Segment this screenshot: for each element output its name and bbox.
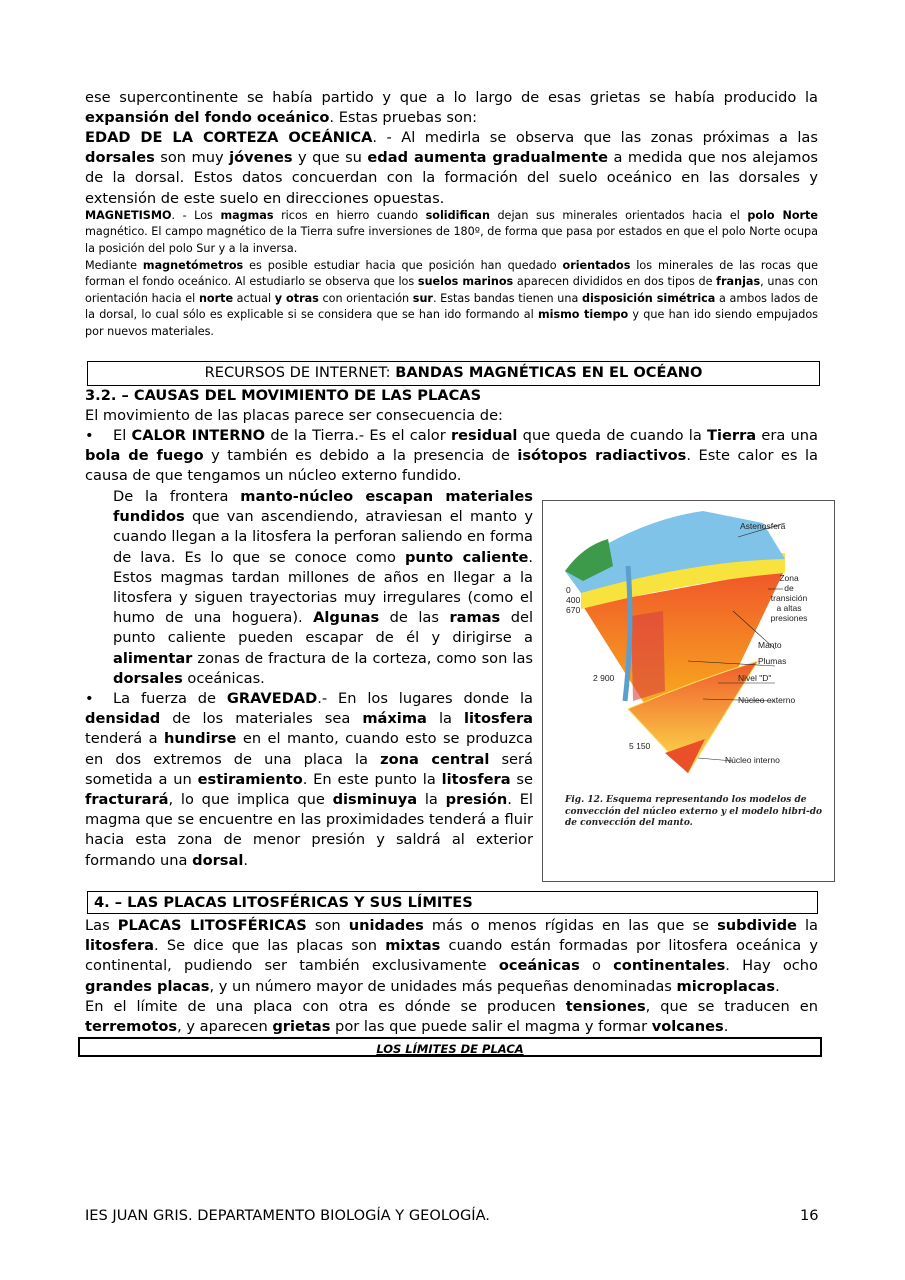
text: La fuerza de bbox=[113, 690, 227, 707]
text: oceánicas. bbox=[182, 669, 265, 687]
text: magnético. El campo magnético de la Tierra sufre inversiones de 180º, de forma que pasa por estados en que el polo Norte ocupa la posición del polo Sur y a la inversa. bbox=[85, 225, 818, 255]
paragraph-punto-caliente bbox=[113, 487, 533, 689]
text: Las bbox=[85, 917, 118, 934]
paragraph-calor-interno bbox=[85, 426, 818, 487]
bold-text: dorsal bbox=[192, 851, 244, 869]
bold-text: estiramiento bbox=[197, 770, 303, 788]
bold-text: norte bbox=[198, 291, 234, 305]
bold-text: disposición simétrica bbox=[581, 291, 716, 305]
text: de la Tierra.- Es el calor bbox=[265, 427, 451, 444]
bullet: • bbox=[85, 427, 94, 444]
bold-text: dorsales bbox=[85, 149, 155, 167]
text: se bbox=[510, 770, 533, 788]
paragraph-edad-corteza bbox=[85, 128, 818, 209]
text: o bbox=[579, 957, 614, 975]
text: . El magma que se encuentre en las proximidades tenderá a fluir hacia esta zona de menor presión y saldrá al exterior formando una bbox=[85, 791, 533, 869]
text: es posible estudiar hacia que posición han quedado bbox=[243, 259, 563, 272]
text: a ambos lados de la dorsal, lo cual sólo es explicable si se considera que se han ido formando al bbox=[85, 291, 819, 322]
text: por las que puede salir el magma y formar bbox=[330, 1018, 652, 1036]
text: ese supercontinente se había partido y que a lo largo de esas grietas se había producido la bbox=[85, 89, 818, 106]
bold-text: franjas bbox=[716, 275, 761, 289]
text: . bbox=[775, 977, 780, 995]
paragraph-placas bbox=[85, 916, 818, 997]
bold-text: dorsales bbox=[113, 669, 183, 687]
text: en el manto, cuando esto se produzca en dos extremos de una placa la bbox=[85, 730, 533, 768]
bold-text: presión bbox=[445, 791, 508, 809]
text: Mediante bbox=[85, 259, 143, 272]
label-zona: transición bbox=[770, 593, 808, 603]
bold-text: litosfera bbox=[85, 937, 154, 955]
text: la bbox=[426, 710, 464, 728]
text: son muy bbox=[154, 149, 230, 167]
bold-text: solidifican bbox=[425, 209, 490, 222]
text: . Estos magmas tardan millones de años en llegar a la litosfera y siguen trayectorias muy irregulares (como el humo de una hoguera). bbox=[113, 548, 533, 627]
bold-text: subdivide bbox=[717, 917, 797, 934]
bullet-text bbox=[85, 690, 533, 869]
paragraph-limites bbox=[85, 997, 818, 1037]
text: cuando están formadas por litosfera oceánica y continental, pudiendo ser también exclusivamente bbox=[85, 937, 818, 975]
label-nucleo-externo: Núcleo externo bbox=[738, 695, 796, 705]
label-zona: presiones bbox=[770, 613, 808, 623]
text: y que han ido siendo empujados por nuevos materiales. bbox=[85, 308, 818, 338]
bold-text: bola de fuego bbox=[85, 447, 204, 465]
bold-text: continentales bbox=[613, 957, 726, 975]
bold-text: jóvenes bbox=[229, 149, 293, 167]
text: El bbox=[113, 427, 132, 444]
bold-text: magmas bbox=[220, 209, 274, 222]
bold-text: fracturará bbox=[85, 791, 169, 809]
bold-text: densidad bbox=[85, 710, 161, 728]
paragraph-gravedad bbox=[85, 689, 533, 871]
bold-text: disminuya bbox=[332, 791, 418, 809]
resources-box[interactable] bbox=[87, 361, 820, 386]
section-heading-4: 4. – LAS PLACAS LITOSFÉRICAS Y SUS LÍMITES bbox=[87, 891, 818, 914]
text: , y aparecen bbox=[177, 1018, 273, 1036]
depth-label: 5 150 bbox=[629, 741, 651, 751]
text: será sometida a un bbox=[85, 750, 533, 788]
bold-text: magnetómetros bbox=[142, 259, 244, 272]
bold-text: BANDAS MAGNÉTICAS EN EL OCÉANO bbox=[395, 364, 703, 381]
label-zona: de bbox=[784, 583, 794, 593]
section-heading-3-2: 3.2. – CAUSAS DEL MOVIMIENTO DE LAS PLACAS bbox=[85, 387, 482, 404]
bold-text: mismo tiempo bbox=[537, 308, 629, 322]
bold-text: punto caliente bbox=[404, 548, 529, 566]
text: más o menos rígidas en las que se bbox=[423, 917, 718, 934]
bold-text: litosfera bbox=[441, 770, 511, 788]
label-manto: Manto bbox=[758, 640, 782, 650]
bold-text: terremotos bbox=[85, 1018, 178, 1036]
bold-text: polo Norte bbox=[747, 209, 818, 222]
bold-text: Algunas bbox=[313, 609, 380, 627]
bold-text: MAGNETISMO bbox=[85, 209, 172, 222]
bold-text: grietas bbox=[272, 1018, 331, 1036]
bullet-text bbox=[85, 427, 818, 484]
text: era una bbox=[756, 427, 818, 444]
text: . En este punto la bbox=[302, 770, 442, 788]
depth-label: 2 900 bbox=[593, 673, 615, 683]
bold-text: máxima bbox=[362, 710, 427, 728]
depth-label: 400 bbox=[566, 595, 581, 605]
bold-text: alimentar bbox=[113, 649, 193, 667]
text: , y un número mayor de unidades más pequeñas denominadas bbox=[209, 977, 677, 995]
label-nucleo-interno: Núcleo interno bbox=[725, 755, 780, 765]
bold-text: suelos marinos bbox=[417, 275, 514, 289]
bold-text: sur bbox=[412, 291, 433, 305]
bold-text: CALOR INTERNO bbox=[131, 427, 266, 444]
label-zona: Zona bbox=[779, 573, 799, 583]
bold-text: orientados bbox=[562, 259, 631, 272]
text: .- En los lugares donde la bbox=[317, 690, 533, 707]
text: . bbox=[723, 1018, 729, 1036]
text: De la frontera bbox=[113, 488, 241, 505]
bullet: • bbox=[85, 690, 94, 707]
bold-text: y otras bbox=[274, 291, 319, 305]
bold-text: isótopos radiactivos bbox=[517, 447, 687, 465]
text: RECURSOS DE INTERNET: bbox=[204, 364, 396, 381]
text: En el límite de una placa con otra es dónde se producen bbox=[85, 998, 566, 1015]
earth-cross-section-diagram bbox=[553, 511, 826, 791]
text: . Hay ocho bbox=[725, 957, 818, 975]
bold-text: hundirse bbox=[163, 730, 237, 748]
text: . bbox=[243, 851, 248, 869]
bold-text: manto-núcleo escapan materiales fundidos bbox=[113, 488, 533, 526]
text: la bbox=[417, 791, 446, 809]
text: de las bbox=[379, 609, 450, 627]
text: los minerales de las rocas que forman el fondo oceánico. Al estudiarlo se observa que los bbox=[85, 259, 818, 289]
label-plumas: Plumas bbox=[758, 656, 787, 666]
text: que queda de cuando la bbox=[517, 427, 708, 444]
text: que van ascendiendo, atraviesan el manto y cuando llegan a la litosfera la perforan saliendo en forma de lava. Es lo que se conoce como bbox=[113, 508, 533, 566]
text: tenderá a bbox=[85, 730, 164, 748]
depth-label: 0 bbox=[566, 585, 571, 595]
plate-limits-box: LOS LÍMITES DE PLACA bbox=[78, 1037, 822, 1057]
earth-convection-figure bbox=[542, 500, 835, 882]
label-astenosfera: Astenosfera bbox=[740, 521, 786, 531]
page-number: 16 bbox=[800, 1207, 819, 1224]
bold-text: ramas bbox=[449, 609, 501, 627]
label-nivel-d: Nivel "D" bbox=[738, 673, 772, 683]
text: . Se dice que las placas son bbox=[154, 937, 386, 955]
text: la bbox=[796, 917, 818, 934]
text: . Estas bandas tienen una bbox=[432, 291, 582, 305]
bold-text: PLACAS LITOSFÉRICAS bbox=[117, 917, 307, 934]
text: , que se traducen en bbox=[645, 998, 818, 1015]
text: con orientación bbox=[318, 291, 413, 305]
bold-text: volcanes bbox=[651, 1018, 724, 1036]
bold-text: expansión del fondo oceánico bbox=[85, 109, 330, 127]
bold-text: mixtas bbox=[385, 937, 441, 955]
text: ricos en hierro cuando bbox=[273, 209, 426, 222]
text: y también es debido a la presencia de bbox=[203, 447, 518, 465]
bold-text: grandes placas bbox=[85, 977, 210, 995]
text: son bbox=[306, 917, 349, 934]
text: del punto caliente pueden escapar de él y dirigirse a bbox=[113, 609, 534, 647]
text: de los materiales sea bbox=[160, 710, 363, 728]
bold-text: Tierra bbox=[707, 427, 757, 444]
bold-text: microplacas bbox=[676, 977, 776, 995]
bold-text: litosfera bbox=[464, 710, 533, 728]
text: , unas con orientación hacia el bbox=[85, 275, 819, 305]
text: y que su bbox=[292, 149, 368, 167]
bold-text: oceánicas bbox=[498, 957, 580, 975]
label-zona: a altas bbox=[776, 603, 802, 613]
text: a medida que nos alejamos de la dorsal. Estos datos concuerdan con la formación del suelo oceánico en las dorsales y extensión de este suelo en direcciones opuestas. bbox=[85, 149, 818, 207]
text: . - Los bbox=[171, 209, 221, 222]
bold-text: GRAVEDAD bbox=[226, 690, 318, 707]
text: aparecen divididos en dos tipos de bbox=[513, 275, 717, 289]
text: . Este calor es la causa de que tengamos un núcleo externo fundido. bbox=[85, 447, 818, 485]
text: El movimiento de las placas parece ser consecuencia de: bbox=[85, 407, 503, 424]
text: zonas de fractura de la corteza, como son las bbox=[192, 649, 533, 667]
bold-text: unidades bbox=[348, 917, 424, 934]
paragraph-magnetismo bbox=[85, 208, 818, 257]
footer-text: IES JUAN GRIS. DEPARTAMENTO BIOLOGÍA Y GEOLOGÍA. bbox=[85, 1207, 490, 1224]
depth-label: 670 bbox=[566, 605, 581, 615]
paragraph-movimiento bbox=[85, 406, 818, 426]
bold-text: tensiones bbox=[565, 998, 646, 1015]
bold-text: residual bbox=[450, 427, 518, 444]
text: dejan sus minerales orientados hacia el bbox=[489, 209, 748, 222]
paragraph-magnetometros bbox=[85, 258, 818, 340]
figure-caption: Fig. 12. Esquema representando los modelos de convección del núcleo externo y el modelo hibri-do de convección del manto. bbox=[565, 795, 823, 828]
bold-text: EDAD DE LA CORTEZA OCEÁNICA bbox=[85, 129, 373, 146]
paragraph-intro bbox=[85, 88, 818, 128]
text: actual bbox=[233, 291, 275, 305]
bold-text: edad aumenta gradualmente bbox=[367, 149, 608, 167]
text: . - Al medirla se observa que las zonas próximas a las bbox=[372, 129, 818, 146]
bold-text: zona central bbox=[380, 750, 490, 768]
text: , lo que implica que bbox=[168, 791, 333, 809]
text: . Estas pruebas son: bbox=[329, 109, 478, 127]
